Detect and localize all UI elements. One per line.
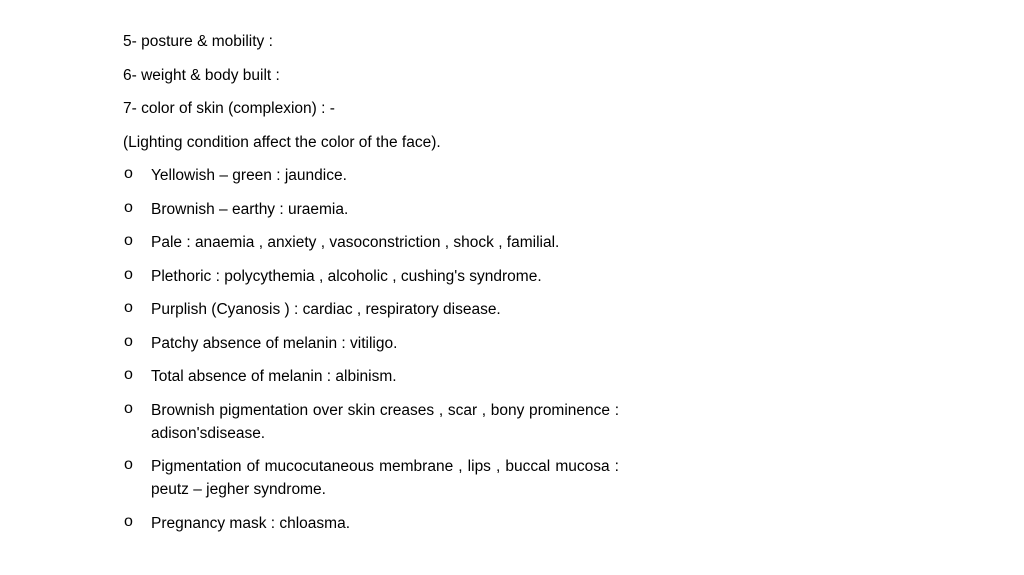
list-item: [123, 198, 619, 221]
bullet-icon: o: [124, 399, 133, 417]
text-line-lighting: (Lighting condition affect the color of the face).: [123, 133, 441, 151]
bullet-icon: o: [124, 332, 133, 350]
list-item-text: Brownish – earthy : uraemia.: [151, 200, 349, 218]
list-item-text: Total absence of melanin : albinism.: [151, 368, 397, 385]
bullet-list: [123, 164, 619, 535]
list-item-text: Pregnancy mask : chloasma.: [151, 514, 351, 532]
list-item: [123, 512, 619, 535]
slide-content: [123, 30, 619, 545]
list-item: [123, 164, 619, 187]
bullet-icon: o: [124, 232, 133, 249]
list-item-text: Plethoric : polycythemia , alcoholic , cushing's syndrome.: [151, 267, 542, 285]
bullet-icon: o: [124, 512, 133, 530]
bullet-icon: o: [124, 198, 133, 216]
list-item-text: Pigmentation of mucocutaneous membrane , lips , buccal mucosa : peutz – jegher syndrome.: [151, 458, 619, 498]
list-item: [123, 265, 619, 288]
bullet-icon: o: [124, 299, 133, 316]
list-item: [123, 365, 619, 388]
list-item: [123, 332, 619, 355]
text-line-skin-color: 7- color of skin (complexion) : -: [123, 100, 335, 117]
list-item-text: Purplish (Cyanosis ) : cardiac , respiratory disease.: [151, 301, 501, 318]
list-item-text: Yellowish – green : jaundice.: [151, 167, 347, 184]
text-line-weight: 6- weight & body built :: [123, 66, 280, 84]
bullet-icon: o: [124, 456, 133, 473]
list-item: [123, 298, 619, 321]
list-item: [123, 399, 619, 445]
bullet-icon: o: [124, 366, 133, 383]
list-item-text: Brownish pigmentation over skin creases , scar , bony prominence : adison'sdisease.: [151, 401, 619, 442]
text-line-posture: 5- posture & mobility :: [123, 33, 273, 50]
list-item-text: Patchy absence of melanin : vitiligo.: [151, 334, 398, 352]
bullet-icon: o: [124, 265, 133, 283]
list-item: [123, 455, 619, 501]
bullet-icon: o: [124, 165, 133, 182]
list-item-text: Pale : anaemia , anxiety , vasoconstriction , shock , familial.: [151, 234, 560, 251]
list-item: [123, 231, 619, 254]
